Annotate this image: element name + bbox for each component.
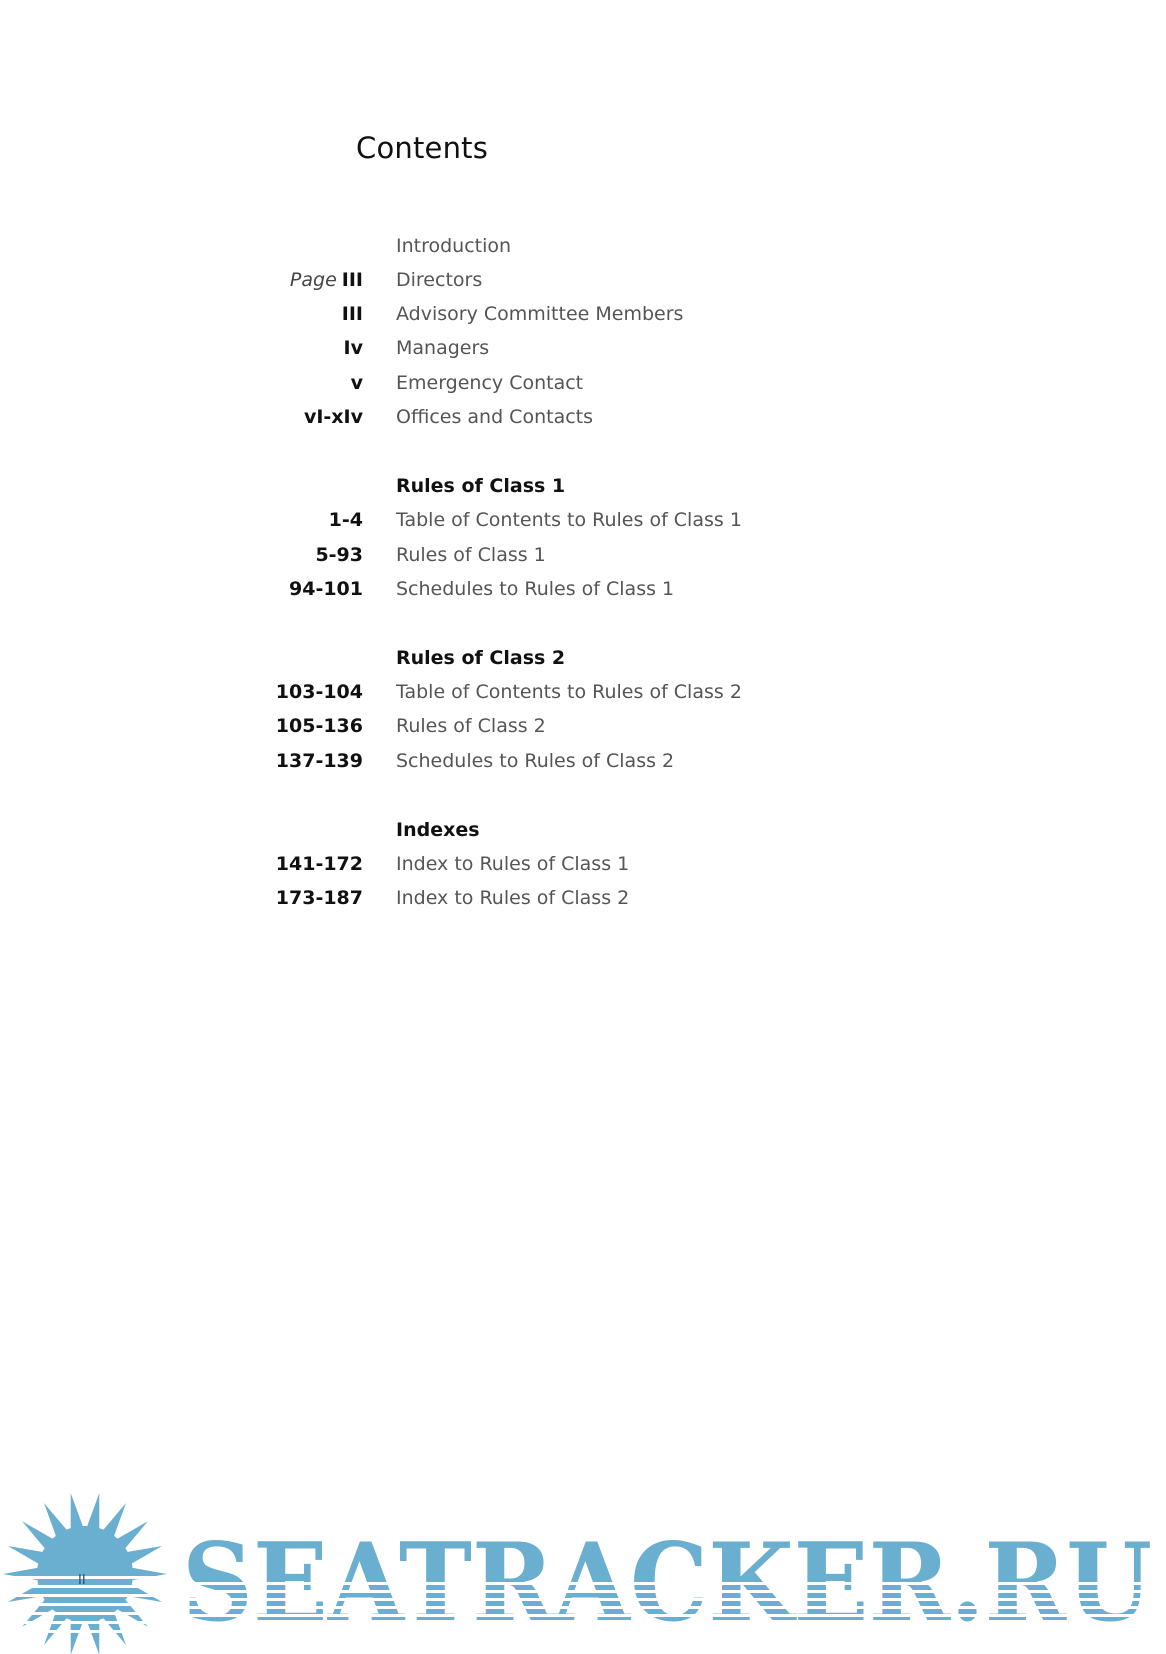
toc-entry-index-class2[interactable] bbox=[0, 887, 1166, 917]
toc-page-number: Iv bbox=[343, 337, 363, 359]
toc-section-heading bbox=[0, 819, 1166, 849]
toc-entry-label: Rules of Class 1 bbox=[396, 544, 546, 566]
toc-entry-offices[interactable] bbox=[0, 406, 1166, 436]
toc-entry-label: Directors bbox=[396, 269, 483, 291]
toc-entry-directors[interactable] bbox=[0, 269, 1166, 299]
toc-entry-label: Index to Rules of Class 2 bbox=[396, 887, 630, 909]
toc-entry-label: Schedules to Rules of Class 1 bbox=[396, 578, 675, 600]
toc-entry-label: Table of Contents to Rules of Class 1 bbox=[396, 509, 742, 531]
toc-page-number: 5-93 bbox=[315, 544, 363, 566]
toc-entry-label: Managers bbox=[396, 337, 490, 359]
toc-entry-class1-contents[interactable] bbox=[0, 509, 1166, 539]
toc-entry-label: Emergency Contact bbox=[396, 372, 584, 394]
toc-page-number: 1-4 bbox=[328, 509, 363, 531]
toc-entry-label: Offices and Contacts bbox=[396, 406, 594, 428]
page-prefix: Page bbox=[289, 269, 337, 291]
toc-page-number: III bbox=[341, 303, 363, 325]
watermark bbox=[0, 1490, 1166, 1654]
toc-page-number: vI-xIv bbox=[303, 406, 363, 428]
toc-entry-class1-rules[interactable] bbox=[0, 544, 1166, 574]
toc-section-heading bbox=[0, 475, 1166, 505]
toc-entry-index-class1[interactable] bbox=[0, 853, 1166, 883]
toc-entry-label: Table of Contents to Rules of Class 2 bbox=[396, 681, 742, 703]
toc-entry-label: Advisory Committee Members bbox=[396, 303, 684, 325]
toc-page-number: v bbox=[350, 372, 363, 394]
toc-page-number: 173-187 bbox=[275, 887, 363, 909]
toc-entry-label: Rules of Class 2 bbox=[396, 715, 546, 737]
section-heading-indexes: Indexes bbox=[396, 819, 480, 841]
toc-page-number: 105-136 bbox=[275, 715, 363, 737]
toc-entry-label: Schedules to Rules of Class 2 bbox=[396, 750, 675, 772]
section-heading-class-2: Rules of Class 2 bbox=[396, 647, 566, 669]
toc-page-number: 141-172 bbox=[275, 853, 363, 875]
toc-entry-label: Introduction bbox=[396, 235, 512, 257]
toc-entry-class1-schedules[interactable] bbox=[0, 578, 1166, 608]
page-range: III bbox=[341, 269, 363, 291]
toc-page-number: 103-104 bbox=[275, 681, 363, 703]
page-title: Contents bbox=[356, 131, 489, 165]
toc-entry-class2-schedules[interactable] bbox=[0, 750, 1166, 780]
toc-entry-introduction[interactable] bbox=[0, 235, 1166, 265]
page-folio: II bbox=[78, 1573, 86, 1588]
toc-entry-advisory-committee[interactable] bbox=[0, 303, 1166, 333]
toc-section-heading bbox=[0, 647, 1166, 677]
toc-entry-emergency-contact[interactable] bbox=[0, 372, 1166, 402]
toc-page-number: 137-139 bbox=[275, 750, 363, 772]
section-heading-class-1: Rules of Class 1 bbox=[396, 475, 566, 497]
toc-page-number: 94-101 bbox=[289, 578, 363, 600]
toc-entry-class2-contents[interactable] bbox=[0, 681, 1166, 711]
toc-page-number bbox=[290, 269, 363, 291]
toc-entry-label: Index to Rules of Class 1 bbox=[396, 853, 630, 875]
toc-entry-class2-rules[interactable] bbox=[0, 715, 1166, 745]
toc-entry-managers[interactable] bbox=[0, 337, 1166, 367]
